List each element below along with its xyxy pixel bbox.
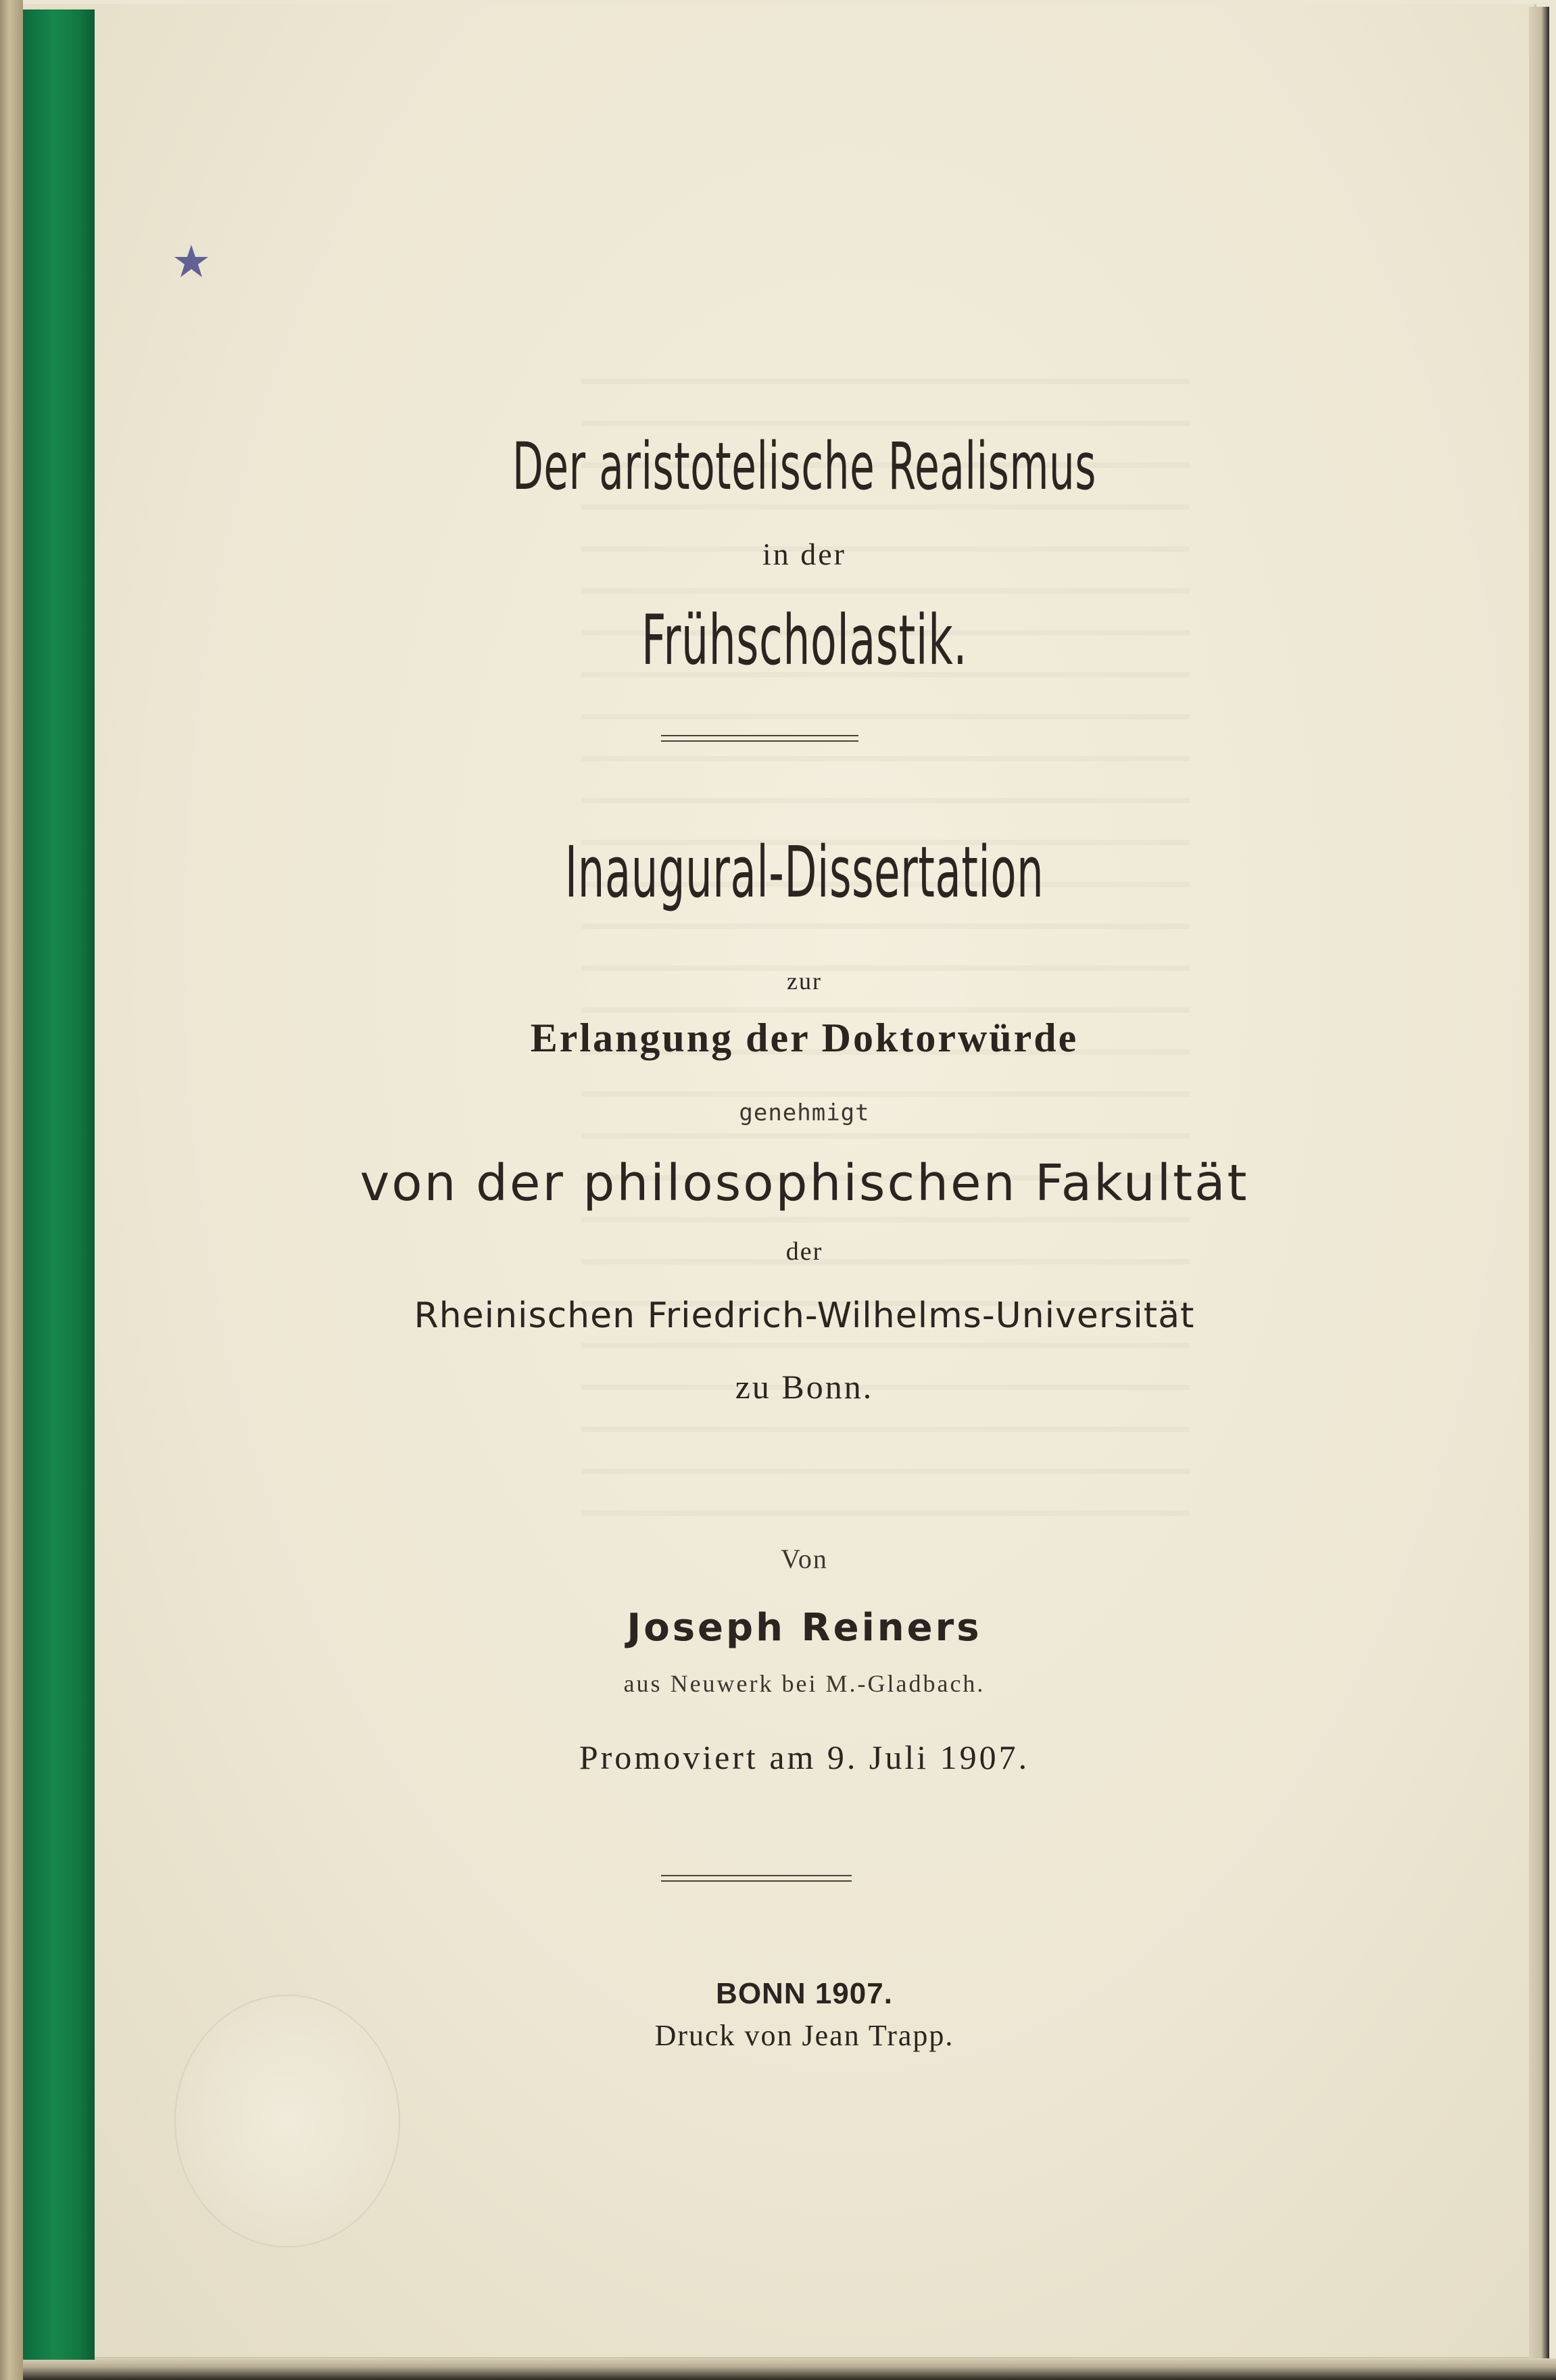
- imprint-place-year: BONN 1907.: [716, 1977, 893, 2010]
- purpose-text: Erlangung der Doktorwürde: [530, 1016, 1079, 1060]
- author-origin: aus Neuwerk bei M.-Gladbach.: [623, 1670, 986, 1697]
- green-spine-binding: [23, 9, 95, 2360]
- purpose-prefix: zur: [787, 968, 822, 995]
- double-rule-divider: [661, 1875, 852, 1882]
- page-edge-bottom: [0, 2358, 1556, 2380]
- star-stamp-icon: [173, 243, 210, 280]
- binding-strip: [0, 0, 23, 2380]
- printer-line: Druck von Jean Trapp.: [654, 2019, 954, 2052]
- title-line-1: Der aristotelische Realismus: [512, 429, 1097, 504]
- double-rule-divider: [661, 735, 858, 742]
- faculty-connector: der: [785, 1237, 823, 1266]
- title-connector: in der: [762, 537, 846, 571]
- author-prefix: Von: [781, 1544, 828, 1574]
- promotion-date: Promoviert am 9. Juli 1907.: [579, 1738, 1030, 1776]
- university-place: zu Bonn.: [735, 1368, 874, 1406]
- faculty-text: von der philosophischen Fakultät: [360, 1154, 1249, 1212]
- title-line-2: Frühscholastik.: [641, 600, 968, 681]
- university-name: Rheinischen Friedrich-Wilhelms-Universität: [414, 1295, 1195, 1336]
- genre-heading: Inaugural-Dissertation: [564, 831, 1044, 913]
- approval-text: genehmigt: [739, 1099, 870, 1126]
- author-name: Joseph Reiners: [627, 1606, 982, 1650]
- page-edge-right: [1529, 7, 1549, 2366]
